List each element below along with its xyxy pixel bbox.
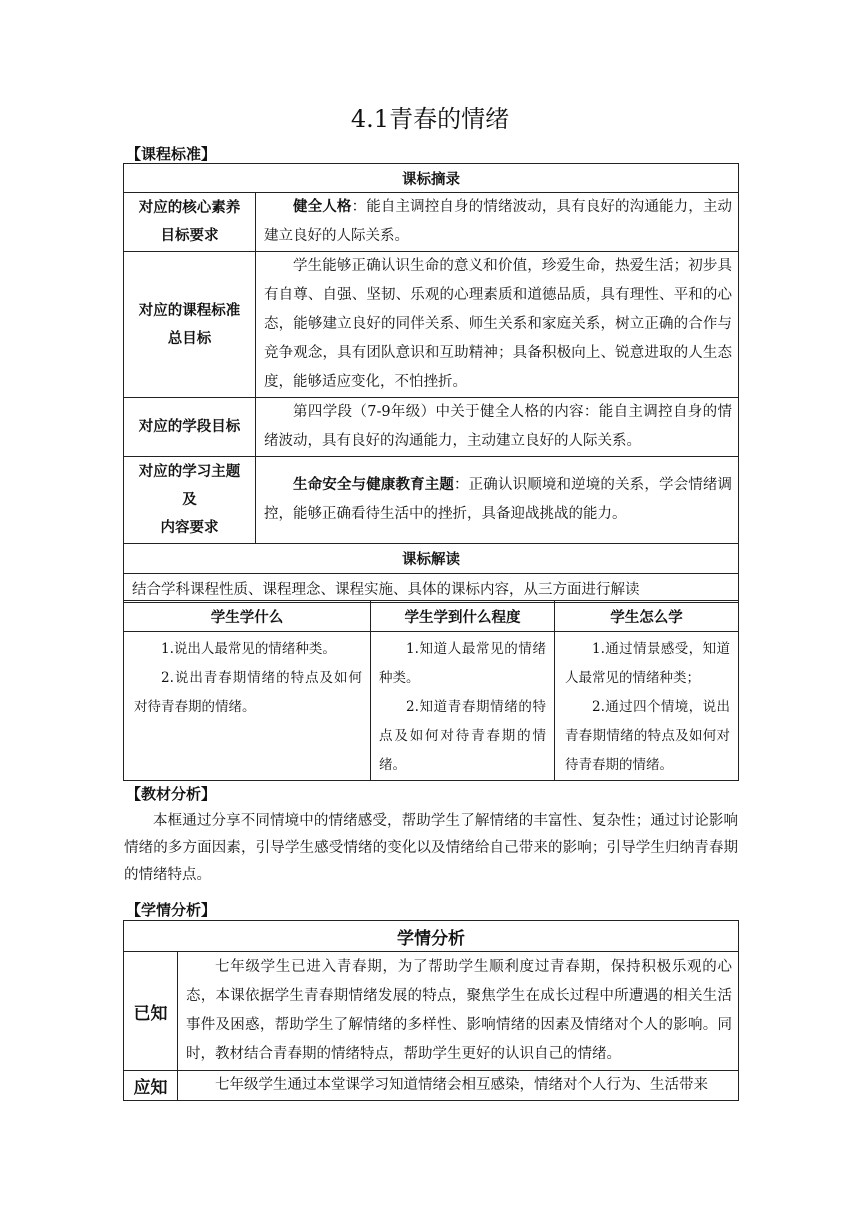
row-label-core: 对应的核心素养 目标要求	[124, 193, 256, 252]
interpret-header: 课标解读	[124, 544, 739, 574]
col-header-how: 学生怎么学	[555, 601, 739, 632]
section-heading-learner: 【学情分析】	[126, 901, 217, 919]
row-content-core: 健全人格：能自主调控自身的情绪波动，具有良好的沟通能力，主动建立良好的人际关系。	[256, 193, 739, 252]
standard-table	[123, 163, 739, 603]
row-label-theme: 对应的学习主题 及 内容要求	[124, 457, 256, 544]
row-content-overall: 学生能够正确认识生命的意义和价值，珍爱生命，热爱生活；初步具有自尊、自强、坚韧、乐观的心理素质和道德品质，具有理性、平和的心态，能够建立良好的同伴关系、师生关系和家庭关系，树立正确的合作与竞争观念，具有团队意识和互助精神；具备积极向上、锐意进取的人生态度，能够适应变化，不怕挫折。	[256, 252, 739, 398]
section-heading-standard: 【课程标准】	[126, 145, 217, 163]
col-header-what: 学生学什么	[124, 601, 371, 632]
material-paragraph: 本框通过分享不同情境中的情绪感受，帮助学生了解情绪的丰富性、复杂性；通过讨论影响情绪的多方面因素，引导学生感受情绪的变化以及情绪给自己带来的影响；引导学生归纳青春期的情绪特点。	[124, 813, 738, 883]
learner-table	[123, 920, 739, 1101]
row-content-known: 七年级学生已进入青春期，为了帮助学生顺利度过青春期，保持积极乐观的心态，本课依据学生青春期情绪发展的特点，聚焦学生在成长过程中所遭遇的相关生活事件及困惑，帮助学生了解情绪的多样性、影响情绪的因素及情绪对个人的影响。同时，教材结合青春期的情绪特点，帮助学生更好的认识自己的情绪。	[178, 952, 739, 1071]
excerpt-header: 课标摘录	[124, 164, 739, 193]
col-header-degree: 学生学到什么程度	[371, 601, 555, 632]
section-heading-material: 【教材分析】	[126, 785, 217, 803]
row-label-known: 已知	[124, 952, 178, 1071]
col-what-content: 1.说出人最常见的情绪种类。 2.说出青春期情绪的特点及如何对待青春期的情绪。	[124, 632, 371, 781]
page-title: 4.1青春的情绪	[350, 105, 510, 133]
row-label-stage: 对应的学段目标	[124, 398, 256, 457]
interpret-columns-table	[123, 600, 739, 781]
row-content-should-know: 七年级学生通过本堂课学习知道情绪会相互感染，情绪对个人行为、生活带来	[178, 1071, 739, 1101]
row-label-should-know: 应知	[124, 1071, 178, 1101]
learner-header: 学情分析	[124, 921, 739, 952]
row-content-stage: 第四学段（7-9年级）中关于健全人格的内容：能自主调控自身的情绪波动，具有良好的沟通能力，主动建立良好的人际关系。	[256, 398, 739, 457]
row-label-overall: 对应的课程标准 总目标	[124, 252, 256, 398]
interpret-intro: 结合学科课程性质、课程理念、课程实施、具体的课标内容，从三方面进行解读	[124, 574, 739, 603]
col-how-content: 1.通过情景感受，知道人最常见的情绪种类； 2.通过四个情境，说出青春期情绪的特点及如何对待青春期的情绪。	[555, 632, 739, 781]
col-degree-content: 1.知道人最常见的情绪种类。 2.知道青春期情绪的特点及如何对待青春期的情绪。	[371, 632, 555, 781]
row-content-theme: 生命安全与健康教育主题：正确认识顺境和逆境的关系，学会情绪调控，能够正确看待生活中的挫折，具备迎战挑战的能力。	[256, 457, 739, 544]
